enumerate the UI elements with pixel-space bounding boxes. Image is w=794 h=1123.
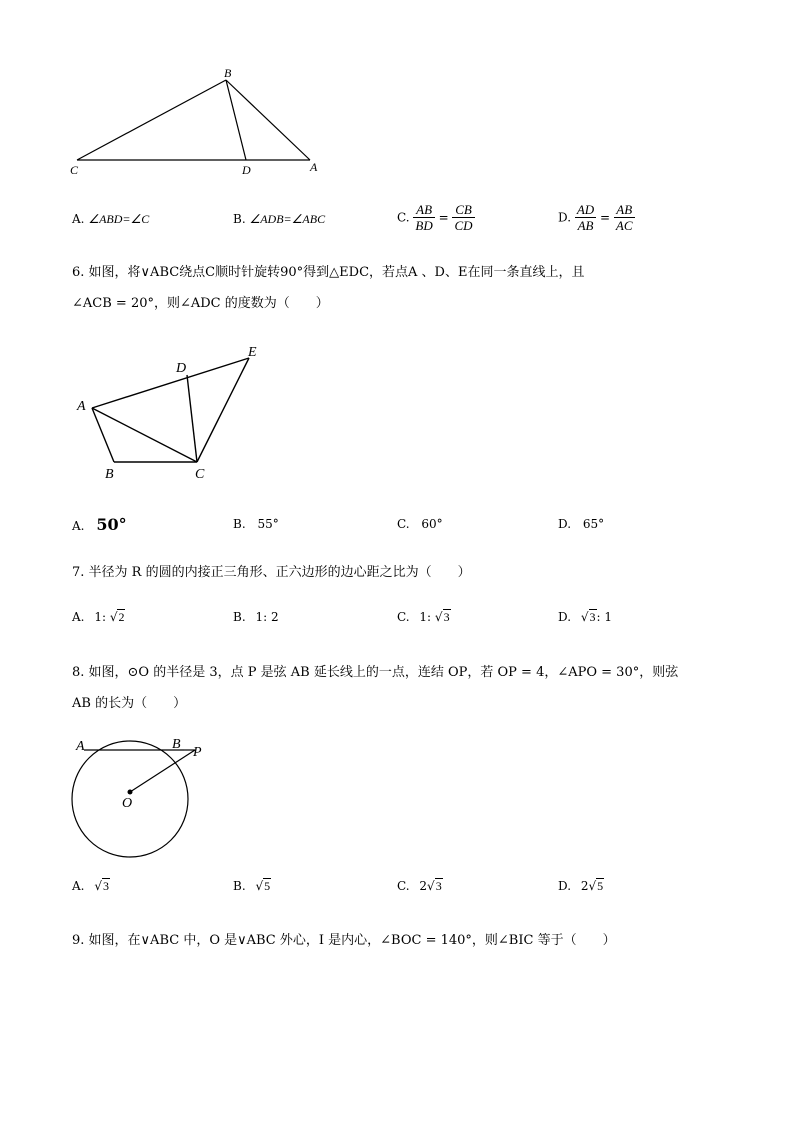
sqrt-5: √5 <box>255 879 271 893</box>
label-b: B <box>172 737 181 752</box>
sqrt-3: √3 <box>427 879 442 893</box>
q5-option-a <box>72 212 149 227</box>
option-letter: D. <box>558 210 572 225</box>
segment-ba <box>226 80 310 160</box>
center-point <box>128 790 133 795</box>
triangle-abc-figure <box>60 60 340 185</box>
option-text: 60° <box>421 517 443 531</box>
q9-stem: 9. 如图，在∨ABC 中，O 是∨ABC 外心，I 是内心，∠BOC = 140°，则∠BIC 等于（ ） <box>72 933 616 948</box>
q6-option-a <box>72 515 127 534</box>
segment-bd <box>226 80 246 160</box>
q5-option-b <box>233 212 325 227</box>
fraction-ad-ab: $\frac{AD}{AB}$ <box>576 202 595 233</box>
q8-option-d: D. 2√5 <box>558 879 604 893</box>
option-letter: C. <box>397 517 410 531</box>
q6-stem-line1: 6. 如图，将∨ABC绕点C顺时针旋转90°得到△EDC，若点A 、D、E在同一条直线上，且 <box>72 265 585 280</box>
option-text: 65° <box>582 517 605 531</box>
q5-option-d: D. $\frac{AD}{AB}$ = $\frac{AB}{AC}$ <box>558 202 633 233</box>
option-letter: A. <box>72 212 85 226</box>
sqrt-5: √5 <box>588 879 604 893</box>
q8-option-a: A. √3 <box>72 879 109 893</box>
label-c: C <box>195 467 205 482</box>
q8-stem-line1: 8. 如图，⊙O 的半径是 3，点 P 是弦 AB 延长线上的一点，连结 OP，若 OP = 4，∠APO = 30°，则弦 <box>72 665 679 680</box>
q8-option-c: C. 2√3 <box>397 879 442 893</box>
q8-stem-line2: AB 的长为（ ） <box>72 696 187 711</box>
option-text: 50° <box>96 515 127 534</box>
q6-option-c <box>397 517 443 531</box>
option-letter: B. <box>233 212 246 226</box>
q7-option-d: D. √3: 1 <box>558 610 612 624</box>
option-letter: B. <box>233 517 246 531</box>
segment-op <box>130 750 195 792</box>
option-text: ∠ADB=∠ABC <box>249 212 326 226</box>
q7-stem: 7. 半径为 R 的圆的内接正三角形、正六边形的边心距之比为（ ） <box>72 565 471 580</box>
segment-ac <box>92 408 197 462</box>
q7-option-a: A. 1: √2 <box>72 610 125 624</box>
label-d: D <box>176 361 187 376</box>
q6-stem-line2: ∠ACB = 20°，则∠ADC 的度数为（ ） <box>72 296 329 311</box>
label-d: D <box>242 163 251 177</box>
option-letter: A. <box>72 519 85 533</box>
label-b: B <box>105 467 114 482</box>
fraction-ab-bd: $\frac{AB}{BD}$ <box>415 202 433 233</box>
sqrt-3: √3 <box>94 879 109 893</box>
segment-ae <box>92 358 249 408</box>
segment-cb <box>77 80 226 160</box>
circle-figure <box>62 728 222 868</box>
sqrt-3: √3 <box>434 610 450 624</box>
fraction-ab-ac: $\frac{AB}{AC}$ <box>615 202 633 233</box>
rotation-figure <box>70 340 280 485</box>
label-e: E <box>248 345 257 360</box>
segment-dc <box>187 375 197 462</box>
label-a: A <box>76 739 85 754</box>
sqrt-3: √3 <box>580 610 596 624</box>
label-c: C <box>70 163 79 177</box>
q7-option-c: C. 1: √3 <box>397 610 450 624</box>
q7-option-b: B. 1: 2 <box>233 610 279 624</box>
label-b: B <box>224 66 232 80</box>
option-letter: D. <box>558 517 572 531</box>
q6-option-d <box>558 517 604 531</box>
option-letter: C. <box>397 210 410 225</box>
option-text: 55° <box>257 517 279 531</box>
segment-ab <box>92 408 114 462</box>
fraction-cb-cd: $\frac{CB}{CD}$ <box>454 202 473 233</box>
label-p: P <box>193 745 202 760</box>
segment-ec <box>197 358 249 462</box>
label-a: A <box>310 160 318 174</box>
label-o: O <box>122 796 133 811</box>
sqrt-2: √2 <box>109 610 125 624</box>
q5-option-c: C. $\frac{AB}{BD}$ = $\frac{CB}{CD}$ <box>397 202 473 233</box>
label-a: A <box>77 399 86 414</box>
q8-option-b: B. √5 <box>233 879 271 893</box>
q6-option-b <box>233 517 279 531</box>
option-text: ∠ABD=∠C <box>88 212 150 226</box>
